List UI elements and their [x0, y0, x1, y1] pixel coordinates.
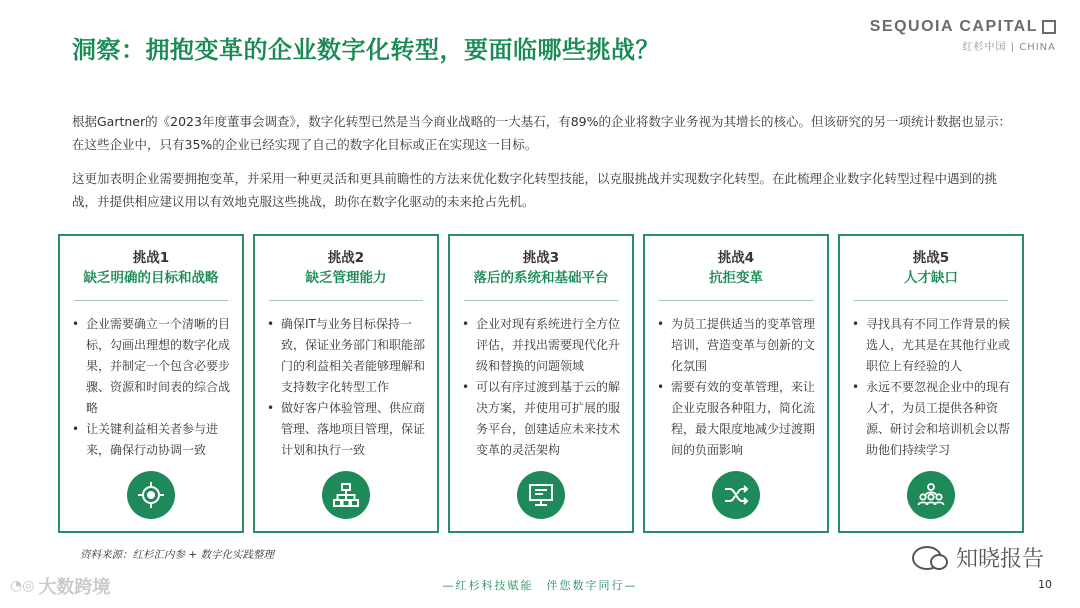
challenge-card-4 — [643, 234, 829, 533]
challenge-number: 挑战5 — [912, 250, 950, 266]
divider — [854, 300, 1008, 301]
list-item: • 需要有效的变革管理，来让企业克服各种阻力，简化流程，最大限度地减少过渡期间的负面影响 — [655, 377, 819, 461]
challenge-list — [460, 314, 624, 461]
source-note: 资料来源：红杉汇内参 + 数字化实践整理 — [80, 549, 274, 561]
challenge-number: 挑战2 — [327, 250, 365, 266]
challenge-title: 缺乏明确的目标和战略 — [83, 270, 219, 286]
divider — [269, 300, 423, 301]
intro-paragraph-1: 根据Gartner的《2023年度董事会调查》，数字化转型已然是当今商业战略的一大基石，有89%的企业将数字业务视为其增长的核心。但该研究的另一项统计数据也显示：在这些企业中，只有35%的企业已经实现了自己的数字化目标或正在实现这一目标。 — [72, 114, 1011, 152]
challenge-card-1 — [58, 234, 244, 533]
watermark-left-text: 大数跨境 — [38, 577, 111, 598]
list-item: • 让关键利益相关者参与进来，确保行动协调一致 — [70, 419, 234, 461]
challenge-title: 缺乏管理能力 — [305, 270, 387, 286]
watermark-right — [912, 542, 1044, 573]
challenge-card-2 — [253, 234, 439, 533]
list-item: • 企业需要确立一个清晰的目标，勾画出理想的数字化成果，并制定一个包含必要步骤、资源和时间表的综合战略 — [70, 314, 234, 419]
monitor-icon — [517, 471, 565, 519]
watermark-logo-icon: ◔◎ — [10, 578, 35, 594]
sequoia-mark-icon — [1042, 20, 1056, 34]
divider — [464, 300, 618, 301]
wechat-icon — [912, 546, 942, 570]
page-title: 洞察：拥抱变革的企业数字化转型，要面临哪些挑战？ — [72, 36, 660, 64]
list-item: • 为员工提供适当的变革管理培训，营造变革与创新的文化氛围 — [655, 314, 819, 377]
people-icon — [907, 471, 955, 519]
challenge-card-3 — [448, 234, 634, 533]
list-item: • 企业对现有系统进行全方位评估，并找出需要现代化升级和替换的问题领域 — [460, 314, 624, 377]
brand-name: SEQUOIA CAPITAL — [869, 18, 1038, 35]
challenge-number: 挑战4 — [717, 250, 755, 266]
list-item: • 永远不要忽视企业中的现有人才，为员工提供各种资源、研讨会和培训机会以帮助他们持续学习 — [850, 377, 1014, 461]
challenge-list — [265, 314, 429, 461]
challenge-title: 人才缺口 — [904, 270, 958, 286]
watermark-left — [10, 573, 110, 599]
brand-logo — [870, 18, 1056, 53]
challenge-list — [70, 314, 234, 461]
watermark-right-text: 知晓报告 — [955, 547, 1044, 572]
divider — [74, 300, 228, 301]
org-chart-icon — [322, 471, 370, 519]
list-item: • 寻找具有不同工作背景的候选人，尤其是在其他行业或职位上有经验的人 — [850, 314, 1014, 377]
page-number: 10 — [1038, 578, 1052, 591]
divider — [659, 300, 813, 301]
list-item: • 确保IT与业务目标保持一致，保证业务部门和职能部门的利益相关者能够理解和支持数字化转型工作 — [265, 314, 429, 398]
challenge-number: 挑战1 — [132, 250, 170, 266]
challenge-list — [655, 314, 819, 461]
footer-slogan: —红杉科技赋能 伴您数字同行— — [442, 579, 638, 592]
target-icon — [127, 471, 175, 519]
list-item: • 做好客户体验管理、供应商管理、落地项目管理，保证计划和执行一致 — [265, 398, 429, 461]
challenge-title: 抗拒变革 — [709, 270, 763, 286]
challenge-card-5 — [838, 234, 1024, 533]
intro-paragraph-2: 这更加表明企业需要拥抱变革，并采用一种更灵活和更具前瞻性的方法来优化数字化转型技能，以克服挑战并实现数字化转型。在此梳理企业数字化转型过程中遇到的挑战，并提供相应建议用以有效地克服这些挑战，助你在数字化驱动的未来抢占先机。 — [72, 171, 998, 209]
brand-subtitle: 红杉中国 | CHINA — [962, 42, 1056, 53]
challenge-title: 落后的系统和基础平台 — [473, 270, 609, 286]
challenge-number: 挑战3 — [522, 250, 560, 266]
shuffle-icon — [712, 471, 760, 519]
challenge-list — [850, 314, 1014, 461]
list-item: • 可以有序过渡到基于云的解决方案，并使用可扩展的服务平台，创建适应未来技术变革的灵活架构 — [460, 377, 624, 461]
challenge-cards — [58, 234, 1024, 533]
